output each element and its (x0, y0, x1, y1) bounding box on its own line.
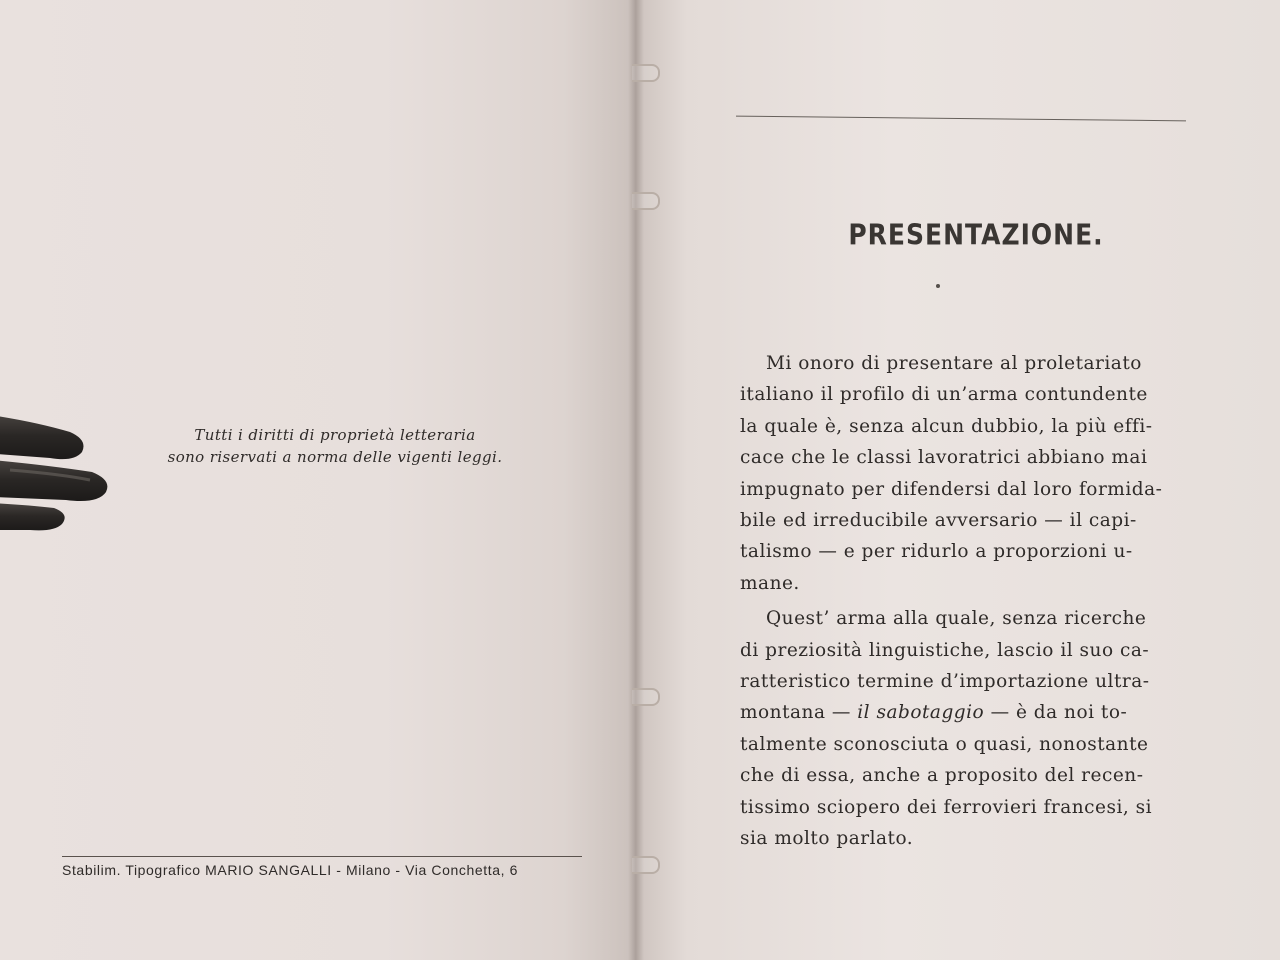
text-line: Quest’ arma alla quale, senza ricerche (766, 608, 1147, 630)
rights-notice-line: Tutti i diritti di proprietà letteraria (194, 426, 476, 444)
binding-stitch (632, 688, 660, 706)
text-line: ratteristico termine d’importazione ultra- (740, 671, 1150, 693)
text-line: cace che le classi lavoratrici abbiano mai (740, 447, 1148, 469)
ornament-dot (936, 284, 940, 288)
text-line: che di essa, anche a proposito del recen- (740, 765, 1144, 787)
text-line: la quale è, senza alcun dubbio, la più effi- (740, 415, 1153, 437)
rights-notice (120, 424, 550, 468)
imprint-rule (62, 856, 582, 857)
text-line: impugnato per difendersi dal loro formida- (740, 478, 1163, 500)
text-line: bile ed irreducibile avversario — il capi- (740, 510, 1137, 532)
text-line: sia molto parlato. (740, 828, 914, 850)
text-line: italiano il profilo di un’arma contundente (740, 384, 1148, 406)
text-line: di preziosità linguistiche, lascio il suo ca- (740, 639, 1150, 661)
text-line: talismo — e per ridurlo a proporzioni u- (740, 541, 1133, 563)
text-line (740, 697, 1210, 728)
text-line: mane. (740, 572, 800, 594)
top-rule (736, 116, 1186, 122)
rights-notice-line: sono riservati a norma delle vigenti leggi. (167, 448, 503, 466)
body-text (740, 348, 1210, 855)
text-fragment: — è da noi to- (984, 702, 1128, 724)
binding-stitch (632, 192, 660, 210)
right-page (636, 0, 1280, 960)
binding-stitch (632, 856, 660, 874)
page-heading: PRESENTAZIONE. (848, 217, 1104, 252)
text-fragment: montana — (740, 702, 858, 724)
finger-shadow-icon (0, 392, 120, 532)
binding-stitch (632, 64, 660, 82)
printer-imprint: Stabilim. Tipografico MARIO SANGALLI - Milano - Via Conchetta, 6 (62, 862, 518, 878)
book-gutter (628, 0, 644, 960)
text-line: tissimo sciopero dei ferrovieri francesi, si (740, 796, 1153, 818)
text-line: talmente sconosciuta o quasi, nonostante (740, 733, 1149, 755)
text-line: Mi onoro di presentare al proletariato (766, 353, 1142, 374)
italic-term: il sabotaggio (857, 702, 985, 724)
